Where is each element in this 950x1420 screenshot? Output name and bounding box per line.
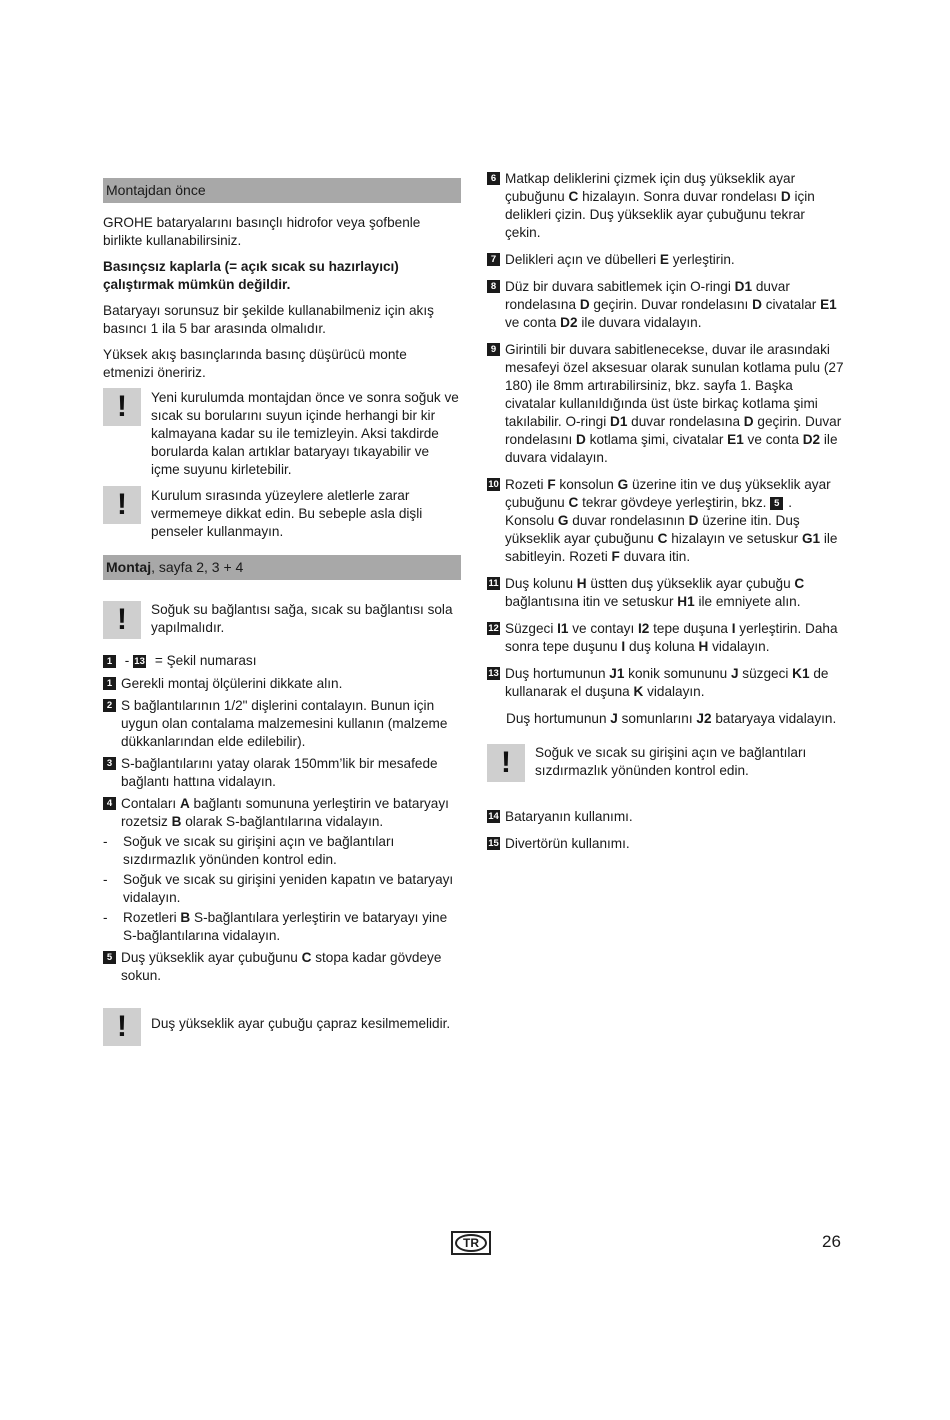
step-6: 6 Matkap deliklerini çizmek için duş yükseklik ayar çubuğunu C hizalayın. Sonra duvar rondelası D için delikleri çizin. Duş yükseklik ayar çubuğunu tekrar çekin.	[487, 170, 844, 242]
warning-block-flush-pipes	[103, 389, 461, 479]
step-badge: 11	[488, 578, 499, 589]
step-badge: 3	[103, 757, 116, 770]
step-badge: 4	[103, 797, 116, 810]
step-badge: 14	[488, 811, 499, 822]
step-badge: 9	[487, 343, 500, 356]
paragraph-unpressurized-warning: Basınçsız kaplarla (= açık sıcak su hazırlayıcı) çalıştırmak mümkün değildir.	[103, 259, 399, 292]
warning-text: Yeni kurulumda montajdan önce ve sonra soğuk ve sıcak su borularını suyun içinde herhangi bir kir kalmayana kadar su ile temizleyin. Aksi takdirde borularda kalan artıklar bataryayı tıkayabilir ve içme suyunu kirletebilir.	[151, 390, 459, 477]
figure-reference-badge: 5	[770, 497, 783, 510]
step-badge: 13	[488, 668, 499, 679]
step-13-continued: Duş hortumunun J somunlarını J2 bataryaya vidalayın.	[506, 711, 837, 726]
warning-icon: !	[103, 601, 141, 639]
step-11: 11 Duş kolunu H üstten duş yükseklik ayar çubuğu C bağlantısına itin ve setuskur H1 ile emniyete alın.	[488, 576, 805, 609]
step-7: 7 Delikleri açın ve dübelleri E yerleştirin.	[487, 251, 844, 269]
page-number: 26	[822, 1232, 841, 1251]
step-badge: 1	[103, 677, 116, 690]
step-badge: 5	[103, 951, 116, 964]
warning-text: Duş yükseklik ayar çubuğu çapraz kesilmemelidir.	[151, 1016, 451, 1031]
step-8: 8 Düz bir duvara sabitlemek için O-ringi D1 duvar rondelasına D geçirin. Duvar rondelasını D civatalar E1 ve conta D2 ile duvara vidalayın.	[487, 278, 844, 332]
warning-icon: !	[103, 1008, 141, 1046]
paragraph-pressure-reducer: Yüksek akış basınçlarında basınç düşürücü monte etmenizi öneririz.	[103, 347, 407, 380]
substep-open-supply: - Soğuk ve sıcak su girişini açın ve bağlantıları sızdırmazlık yönünden kontrol edin.	[103, 834, 395, 867]
paragraph-flow-pressure: Bataryayı sorunsuz bir şekilde kullanabilmeniz için akış basıncı 1 ila 5 bar arasında olmalıdır.	[103, 303, 434, 336]
section-title-before-installation: Montajdan önce	[103, 178, 461, 203]
warning-icon: !	[487, 744, 525, 782]
step-14: 14 Bataryanın kullanımı.	[488, 809, 633, 824]
substep-place-rosettes: - Rozetleri B S-bağlantılara yerleştirin ve bataryayı yine S-bağlantılarına vidalayın.	[103, 910, 448, 943]
step-badge: 6	[487, 172, 500, 185]
step-9: 9 Girintili bir duvara sabitlenecekse, duvar ile arasındaki mesafeyi özel aksesuar olarak sunulan kotlama pulu (27 180) ile 8mm artırabilirsiniz, bkz. sayfa 1. Başka civatalar kullanıldığında üst üste birkaç kotlama şimi takılabilir. O-ringi D1 duvar rondelasına D geçirin. Duvar rondelasını D kotlama şimi, civatalar E1 ve conta D2 ile duvara vidalayın.	[487, 341, 844, 467]
step-15: 15 Divertörün kullanımı.	[488, 836, 630, 851]
country-code-oval: TR	[455, 1234, 487, 1252]
warning-text: Kurulum sırasında yüzeylere aletlerle zarar vermemeye dikkat edin. Bu sebeple asla dişli penseler kullanmayın.	[151, 488, 423, 539]
warning-block-no-crosscut	[103, 1008, 461, 1046]
step-4: 4 Contaları A bağlantı somununa yerleştirin ve bataryayı rozetsiz B olarak S-bağlantılarına vidalayın.	[103, 795, 461, 831]
step-badge: 15	[488, 838, 499, 849]
figure-badge: 13	[134, 656, 145, 667]
step-badge: 10	[488, 479, 499, 490]
left-column	[103, 178, 461, 1054]
warning-block-surface-damage	[103, 487, 461, 541]
step-12: 12 Süzgeci I1 ve contayı I2 tepe duşuna I yerleştirin. Daha sonra tepe duşunu I duş koluna H vidalayın.	[488, 621, 838, 654]
step-badge: 8	[487, 280, 500, 293]
right-column	[487, 170, 844, 857]
step-13: 13 Duş hortumunun J1 konik somununu J süzgeci K1 de kullanarak el duşuna K vidalayın.	[488, 666, 829, 699]
step-badge: 2	[103, 699, 116, 712]
step-2: 2 S bağlantılarının 1/2" dişlerini contalayın. Bunun için uygun olan contalama malzemesini kullanın (malzeme dükkanlarından elde edilebilir).	[103, 697, 461, 751]
section-title-installation: Montaj, sayfa 2, 3 + 4	[103, 555, 461, 580]
substep-close-supply: - Soğuk ve sıcak su girişini yeniden kapatın ve bataryayı vidalayın.	[103, 872, 454, 905]
step-badge: 7	[487, 253, 500, 266]
warning-icon: !	[103, 486, 141, 524]
warning-text: Soğuk ve sıcak su girişini açın ve bağlantıları sızdırmazlık yönünden kontrol edin.	[535, 745, 807, 778]
warning-block-leak-check	[487, 744, 844, 782]
figure-number-legend: 1 - 13 = Şekil numarası	[103, 652, 461, 670]
country-code-logo	[451, 1231, 491, 1255]
figure-badge: 1	[103, 655, 116, 668]
step-5: 5 Duş yükseklik ayar çubuğunu C stopa kadar gövdeye sokun.	[103, 949, 461, 985]
step-1: 1 Gerekli montaj ölçülerini dikkate alın.	[103, 675, 461, 693]
step-badge: 12	[488, 623, 499, 634]
paragraph-pressure-info: GROHE bataryalarını basınçlı hidrofor veya şofbenle birlikte kullanabilirsiniz.	[103, 215, 421, 248]
warning-block-connections	[103, 601, 461, 639]
step-10: 10 Rozeti F konsolun G üzerine itin ve duş yükseklik ayar çubuğunu C tekrar gövdeye yerleştirin, bkz. 5 . Konsolu G duvar rondelasının D üzerine itin. Duş yükseklik ayar çubuğunu C hizalayın ve setuskur G1 ile sabitleyin. Rozeti F duvara itin.	[488, 477, 838, 564]
step-3: 3 S-bağlantılarını yatay olarak 150mm’lik bir mesafede bağlantı hattına vidalayın.	[103, 755, 461, 791]
warning-icon: !	[103, 388, 141, 426]
warning-text: Soğuk su bağlantısı sağa, sıcak su bağlantısı sola yapılmalıdır.	[151, 602, 453, 635]
